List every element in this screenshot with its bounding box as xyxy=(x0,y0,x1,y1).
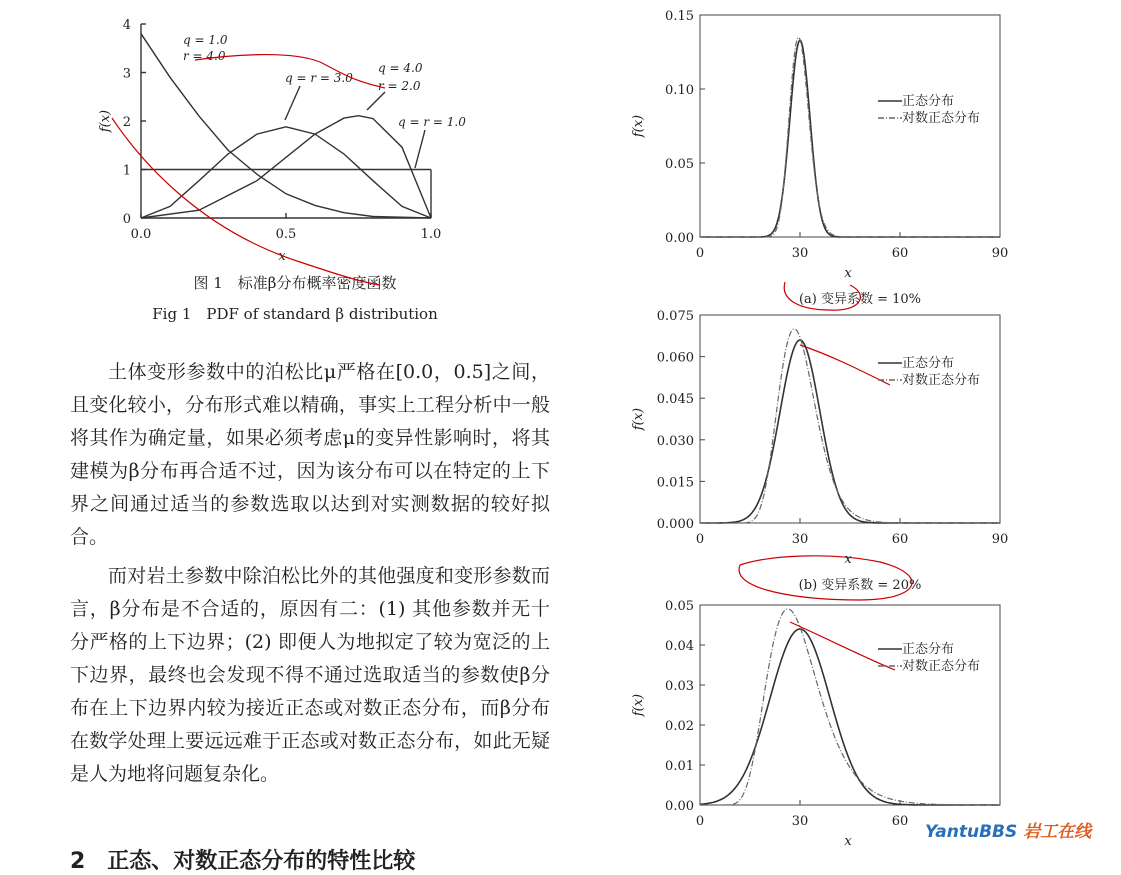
plot-frame xyxy=(700,315,1000,523)
series-curve-0 xyxy=(700,40,1000,237)
plot-caption: (b) 变异系数 = 20% xyxy=(798,578,922,593)
curve-annotation: r = 4.0 xyxy=(183,49,226,63)
x-tick-label: 30 xyxy=(791,814,809,829)
y-tick-label: 1 xyxy=(122,163,131,179)
y-axis-label: f(x) xyxy=(631,407,646,431)
y-axis-label: f(x) xyxy=(631,693,646,717)
y-tick-label: 0.030 xyxy=(656,433,694,449)
y-tick-label: 0.01 xyxy=(665,759,694,774)
curve-annotation: r = 2.0 xyxy=(378,79,421,93)
legend-entry: 正态分布 xyxy=(902,642,955,657)
plot-caption: (a) 变异系数 = 10% xyxy=(798,292,922,307)
leader-line xyxy=(285,86,300,120)
y-axis-label: f(x) xyxy=(631,114,646,138)
paragraph-beta-unsuitable: 而对岩土参数中除泊松比外的其他强度和变形参数而言，β分布是不合适的，原因有二：(1) 其他参数并无十分严格的上下边界；(2) 即便人为地拟定了较为宽泛的上下边界，最终也会发现不得不通过选取适当的参数使β分布在上下边界内较为接近正态或对数正态分布，而β分布在数学处理上要远远难于正态或对数正态分布，如此无疑是人为地将问题复杂化。 xyxy=(70,565,550,785)
normal-lognormal-plot-a xyxy=(630,5,1030,310)
x-axis-label: x xyxy=(844,266,852,281)
legend-entry: 正态分布 xyxy=(902,94,955,109)
y-tick-label: 0.03 xyxy=(665,679,694,694)
y-tick-label: 4 xyxy=(122,18,131,33)
y-tick-label: 0.02 xyxy=(665,719,694,734)
x-tick-label: 30 xyxy=(791,532,809,547)
plot-frame xyxy=(700,15,1000,237)
x-tick-label: 0.0 xyxy=(130,227,152,242)
paragraph-poisson: 土体变形参数中的泊松比μ严格在[0.0，0.5]之间，且变化较小，分布形式难以精确，事实上工程分析中一般将其作为确定量，如果必须考虑μ的变异性影响时，将其建模为β分布再合适不过，因为该分布可以在特定的上下界之间通过适当的参数选取以达到对实测数据的较好拟合。 xyxy=(70,361,550,548)
y-axis-label: f(x) xyxy=(98,109,113,133)
y-tick-label: 0.060 xyxy=(656,350,694,366)
y-tick-label: 0.00 xyxy=(665,231,694,246)
x-axis-label: x xyxy=(844,834,852,849)
curve-annotation: q = 4.0 xyxy=(378,61,423,75)
y-tick-label: 0.04 xyxy=(665,639,694,654)
x-tick-label: 60 xyxy=(891,246,909,261)
watermark-cn: 岩工在线 xyxy=(1023,822,1092,842)
x-tick-label: 0 xyxy=(695,246,705,261)
y-tick-label: 0.045 xyxy=(656,392,694,408)
y-tick-label: 3 xyxy=(122,66,131,82)
x-tick-label: 0.5 xyxy=(275,227,297,242)
x-tick-label: 60 xyxy=(891,532,909,547)
y-tick-label: 0.05 xyxy=(665,157,694,172)
y-tick-label: 0.10 xyxy=(665,83,694,98)
beta-curve-2 xyxy=(141,116,431,218)
x-axis-label: x xyxy=(278,249,286,264)
section-heading: 2 正态、对数正态分布的特性比较 xyxy=(70,849,416,874)
legend-entry: 正态分布 xyxy=(902,356,955,371)
leader-line xyxy=(367,92,385,110)
y-tick-label: 0.00 xyxy=(665,799,694,814)
yantubbs-watermark xyxy=(925,817,1091,842)
series-curve-0 xyxy=(700,629,1000,805)
legend-entry: 对数正态分布 xyxy=(902,373,981,388)
beta-curve-1 xyxy=(141,127,431,218)
x-tick-label: 0 xyxy=(695,532,705,547)
legend-entry: 对数正态分布 xyxy=(902,111,981,126)
y-tick-label: 0.15 xyxy=(665,9,694,24)
y-tick-label: 0 xyxy=(122,212,131,227)
series-curve-1 xyxy=(700,609,1000,805)
figure1-caption-en: Fig 1 PDF of standard β distribution xyxy=(152,305,438,323)
figure1-caption-cn: 图 1 标准β分布概率密度函数 xyxy=(193,274,397,292)
leader-line xyxy=(415,130,425,168)
x-axis-label: x xyxy=(844,552,852,567)
normal-lognormal-plot-b xyxy=(630,305,1030,595)
series-curve-1 xyxy=(700,37,1000,237)
x-tick-label: 90 xyxy=(991,246,1009,261)
y-tick-label: 0.015 xyxy=(656,475,694,491)
series-curve-1 xyxy=(700,329,1000,523)
y-tick-label: 0.05 xyxy=(665,599,694,614)
x-tick-label: 60 xyxy=(891,814,909,829)
y-tick-label: 0.075 xyxy=(656,309,694,324)
curve-annotation: q = r = 1.0 xyxy=(398,115,466,129)
beta-pdf-chart xyxy=(95,10,475,270)
plot-frame xyxy=(700,605,1000,805)
x-tick-label: 0 xyxy=(695,814,705,829)
curve-annotation: q = 1.0 xyxy=(183,33,228,47)
x-tick-label: 30 xyxy=(791,246,809,261)
y-tick-label: 2 xyxy=(122,115,131,130)
x-tick-label: 90 xyxy=(991,532,1009,547)
series-curve-0 xyxy=(700,340,1000,523)
y-tick-label: 0.000 xyxy=(656,517,694,532)
curve-annotation: q = r = 3.0 xyxy=(285,71,353,85)
legend-entry: 对数正态分布 xyxy=(902,659,981,674)
x-tick-label: 1.0 xyxy=(420,227,442,242)
watermark-brand: YantuBBS xyxy=(925,822,1018,842)
